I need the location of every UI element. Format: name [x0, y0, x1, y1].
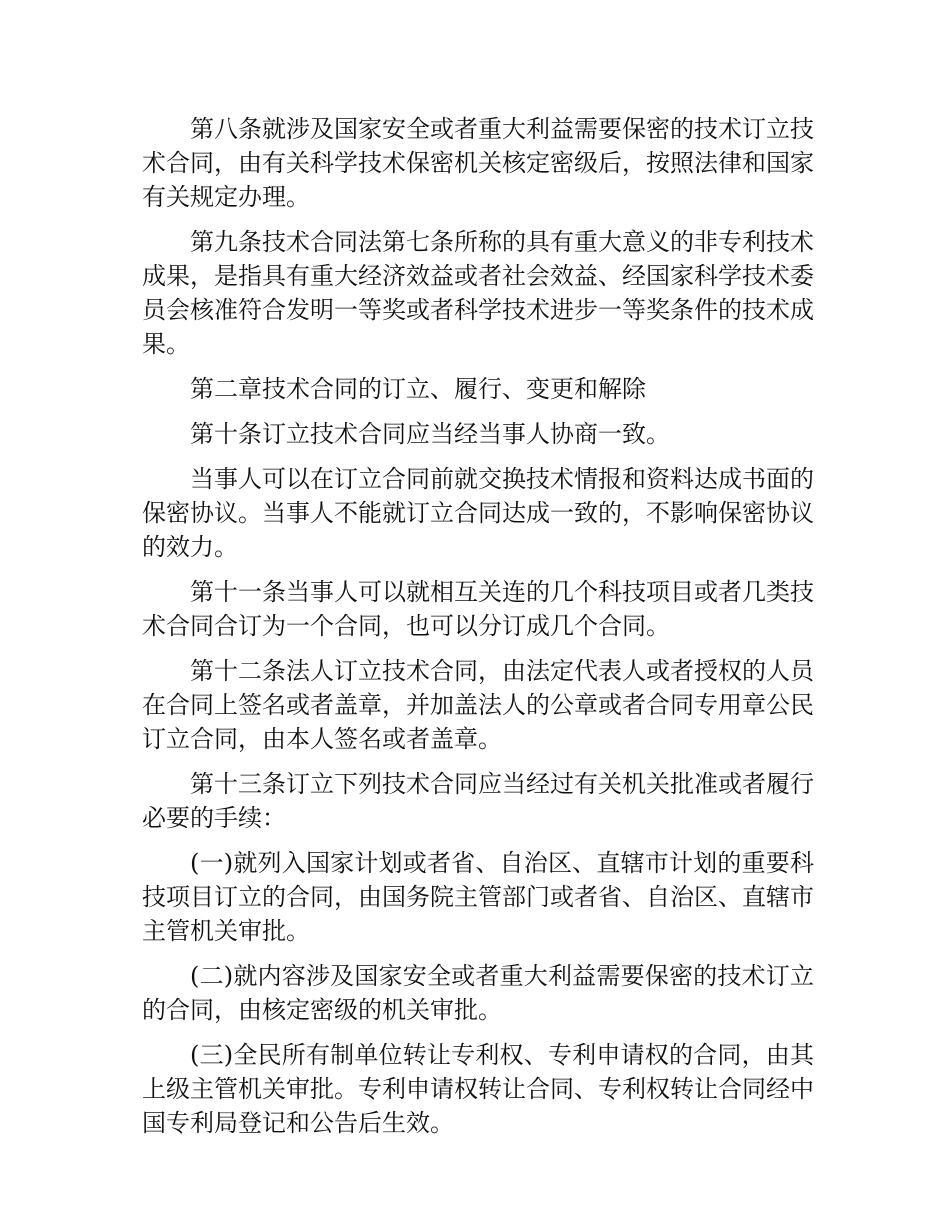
paragraph-article-13: 第十三条订立下列技术合同应当经过有关机关批准或者履行必要的手续： — [142, 770, 814, 832]
paragraph-article-11: 第十一条当事人可以就相互关连的几个科技项目或者几类技术合同合订为一个合同，也可以分订成几个合同。 — [142, 578, 814, 640]
paragraph-article-8: 第八条就涉及国家安全或者重大利益需要保密的技术订立技术合同，由有关科学技术保密机关核定密级后，按照法律和国家有关规定办理。 — [142, 115, 814, 211]
paragraph-confidentiality: 当事人可以在订立合同前就交换技术情报和资料达成书面的保密协议。当事人不能就订立合同达成一致的，不影响保密协议的效力。 — [142, 465, 814, 561]
paragraph-article-10: 第十条订立技术合同应当经当事人协商一致。 — [190, 420, 670, 448]
paragraph-item-3: (三)全民所有制单位转让专利权、专利申请权的合同，由其上级主管机关审批。专利申请权转让合同、专利权转让合同经中国专利局登记和公告后生效。 — [142, 1041, 814, 1137]
paragraph-article-12: 第十二条法人订立技术合同，由法定代表人或者授权的人员在合同上签名或者盖章，并加盖法人的公章或者合同专用章公民订立合同，由本人签名或者盖章。 — [142, 657, 814, 753]
paragraph-item-2: (二)就内容涉及国家安全或者重大利益需要保密的技术订立的合同，由核定密级的机关审批。 — [142, 962, 814, 1024]
document-body — [142, 112, 814, 1151]
paragraph-article-9: 第九条技术合同法第七条所称的具有重大意义的非专利技术成果，是指具有重大经济效益或者社会效益、经国家科学技术委员会核准符合发明一等奖或者科学技术进步一等奖条件的技术成果。 — [142, 228, 814, 358]
paragraph-item-1: (一)就列入国家计划或者省、自治区、直辖市计划的重要科技项目订立的合同，由国务院主管部门或者省、自治区、直辖市主管机关审批。 — [142, 849, 814, 945]
chapter-2-heading: 第二章技术合同的订立、履行、变更和解除 — [190, 375, 646, 403]
